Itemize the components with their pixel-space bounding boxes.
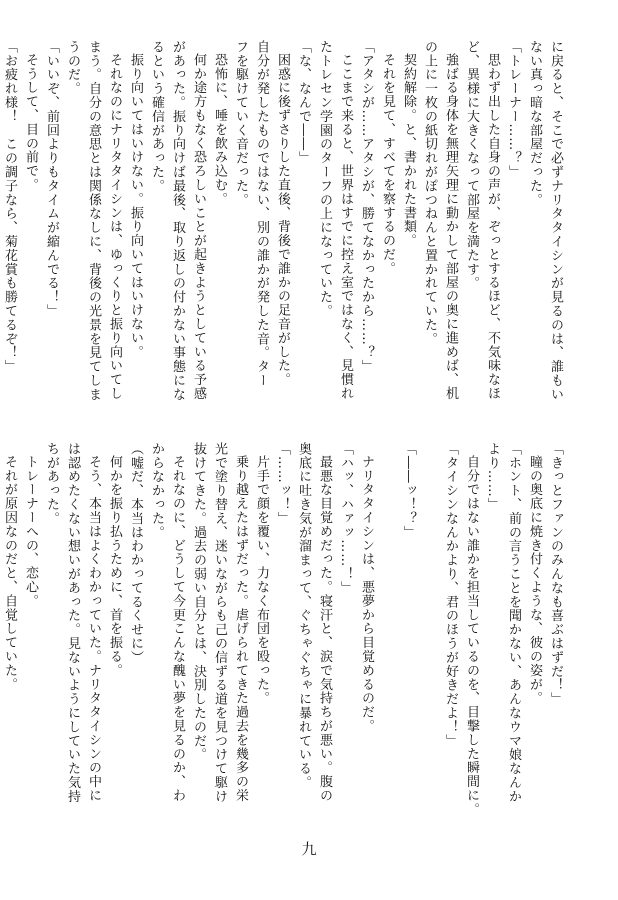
text-line: 抜けてきた。過去の弱い自分とは、決別したのだ。 <box>191 442 206 762</box>
text-line: そうして、目の前で。 <box>23 53 38 192</box>
text-line: トレーナーへの、恋心。 <box>23 455 38 608</box>
text-line: ない真っ暗な部屋だった。 <box>527 40 542 207</box>
text-line: まう。自分の意思とは関係なしに、背後の光景を見てしま <box>86 40 101 402</box>
text-line: があった。振り向けば最後、取り返しの付かない事態にな <box>170 40 185 402</box>
text-line: それなのにナリタタイシンは、ゆっくりと振り向いてし <box>107 53 122 401</box>
text-line: 瞳の奥底に焼き付くような、彼の姿が。 <box>527 455 542 706</box>
text-line: 思わず出した自身の声が、ぞっとするほど、不気味なほ <box>485 53 500 401</box>
text-line: 自分ではない誰かを担当しているのを、目撃した瞬間に。 <box>464 455 479 817</box>
text-line: 「いいぞ、前回よりもタイムが縮んでる！」 <box>44 40 59 318</box>
text-line: それなのに、どうして今更こんな醜い夢を見るのか、わ <box>170 455 185 803</box>
text-line: フを駆けていく音だった。 <box>233 40 248 207</box>
text-line: たトレセン学園のターフの上になっていた。 <box>317 40 332 318</box>
text-line: 「タイシンなんかより、君のほうが好きだよ！」 <box>443 442 458 748</box>
text-line: 片手で顔を覆い、力なく布団を殴った。 <box>254 455 269 706</box>
text-line <box>419 442 440 810</box>
page-number: 九 <box>301 840 317 858</box>
text-line: 何か途方もなく恐ろしいことが起きようとしている予感 <box>191 53 206 401</box>
text-line: からなかった。 <box>149 442 164 540</box>
text-line: 「な、なんで――」 <box>296 40 311 166</box>
text-line: 「ハッ、ハァッ……！」 <box>338 442 353 595</box>
text-line: に戻ると、そこで必ずナリタタイシンが見るのは、誰もい <box>548 40 563 402</box>
text-line: 「アタシが……アタシが、勝てなかったから……？」 <box>359 40 374 374</box>
text-column-bottom <box>2 442 566 817</box>
text-line: 何かを振り払うために、首を振る。 <box>107 455 122 678</box>
text-line: ちがあった。 <box>44 442 59 526</box>
text-line: 困惑に後ずさりした直後、背後で誰かの足音がした。 <box>275 53 290 387</box>
text-line: 最悪な目覚めだった。寝汗と、涙で気持ちが悪い。腹の <box>317 455 332 803</box>
text-line: 「きっとファンのみんなも喜ぶはずだ！」 <box>548 442 563 707</box>
text-line: ナリタタイシンは、悪夢から目覚めるのだ。 <box>359 455 374 733</box>
text-line: 強ばる身体を無理矢理に動かして部屋の奥に進めば、机 <box>443 53 458 401</box>
text-line: それを見て、すべてを察するのだ。 <box>380 53 395 276</box>
text-line: の上に一枚の紙切れがぽつねんと置かれていた。 <box>422 40 437 346</box>
text-line: それが原因なのだと、自覚していた。 <box>2 455 17 692</box>
text-column-top <box>2 40 566 402</box>
text-line: ここまで来ると、世界はすでに控え室ではなく、見慣れ <box>338 53 353 401</box>
text-line: 奥底に吐き気が溜まって、ぐちゃぐちゃに暴れている。 <box>296 442 311 790</box>
text-line <box>377 442 398 810</box>
text-line: 「トレーナー……？」 <box>506 40 521 179</box>
text-line: 自分が発したものではない、別の誰かが発した音。ター <box>254 40 269 388</box>
text-line: （嘘だ、本当はわかってるくせに） <box>128 442 143 665</box>
text-line: 「……ッ！」 <box>275 442 290 526</box>
text-line: 「――ッ！？」 <box>401 442 416 540</box>
text-line: より……」 <box>485 442 500 512</box>
text-line: そう、本当はよくわかっていた。ナリタタイシンの中に <box>86 455 101 803</box>
text-line: ど、異様に大きくなって部屋を満たす。 <box>464 40 479 291</box>
text-line: 「ホント、前の言うことを聞かない、あんなウマ娘なんか <box>506 442 521 804</box>
text-line: るという確信があった。 <box>149 40 164 193</box>
text-line: は認めたくない想いがあった。見ないようにしていた気持 <box>65 442 80 804</box>
text-line: うのだ。 <box>65 40 80 96</box>
text-line: 契約解除。と、書かれた書類。 <box>401 53 416 248</box>
text-line: 光で塗り替え、迷いながらも己の信ずる道を見つけて駆け <box>212 442 227 804</box>
text-line: 「お疲れ様！ この調子なら、菊花賞も勝てるぞ！」 <box>2 40 17 374</box>
text-line: 恐怖に、唾を飲み込む。 <box>212 53 227 206</box>
text-line: 振り向いてはいけない。振り向いてはいけない。 <box>128 53 143 359</box>
text-line: 乗り越えたはずだった。虐げられてきた過去を幾多の栄 <box>233 455 248 803</box>
